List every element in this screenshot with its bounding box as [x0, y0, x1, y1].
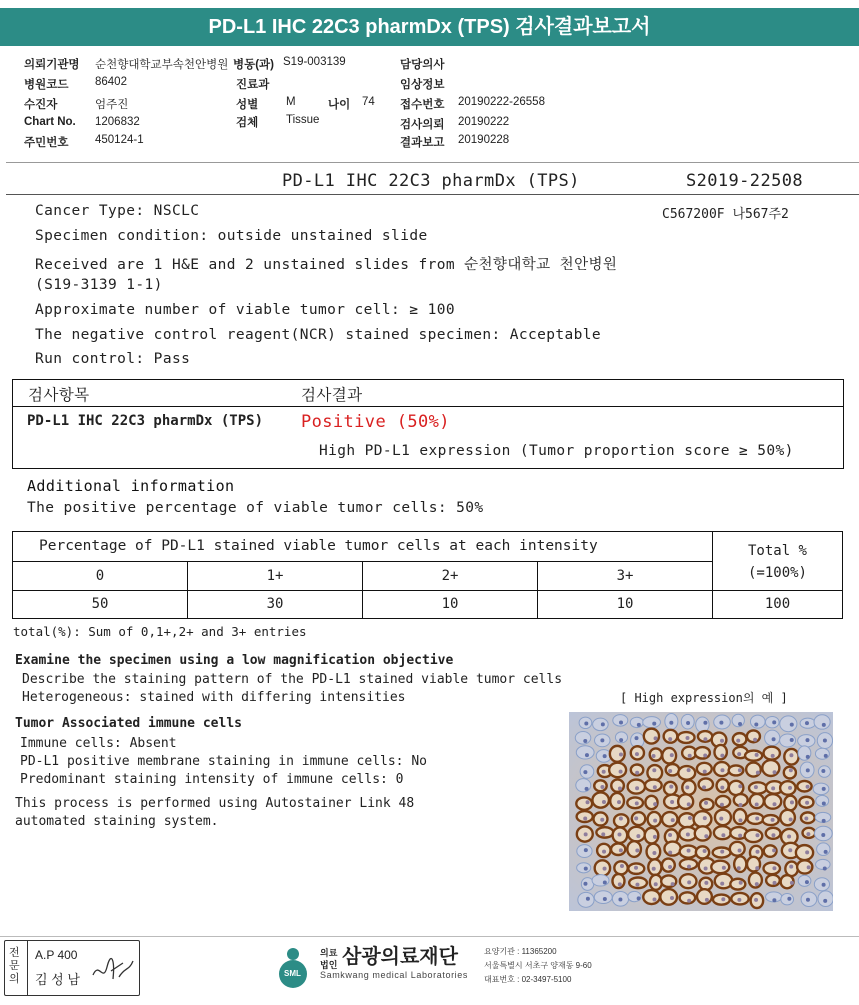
immune-line: Predominant staining intensity of immune cells: 0 — [20, 772, 404, 787]
receipt-value: 20190222-26558 — [458, 96, 545, 108]
report-date-value: 20190228 — [458, 134, 510, 146]
intensity-value: 10 — [537, 590, 713, 619]
patient-value: 엄주진 — [95, 99, 129, 111]
report-line: Run control: Pass — [35, 351, 191, 367]
contact-line: 대표번호 : 02-3497-5100 — [484, 975, 572, 984]
examine-line: Describe the staining pattern of the PD-L1 stained viable tumor cells — [22, 672, 563, 687]
org-english-name: Samkwang medical Laboratories — [320, 970, 468, 980]
total-header-line: Total % — [747, 543, 807, 559]
examine-heading: Examine the specimen using a low magnification objective — [15, 653, 454, 668]
sex-label: 성별 — [236, 99, 259, 111]
id-value: 450124-1 — [95, 134, 144, 146]
report-line: Approximate number of viable tumor cell: ≥ 100 — [35, 302, 455, 318]
org-name: 삼광의료재단 — [342, 944, 458, 968]
report-line: Received are 1 H&E and 2 unstained slides from 순천향대학교 천안병원 — [35, 257, 618, 273]
footer-divider — [0, 936, 859, 937]
age-value: 74 — [362, 96, 375, 108]
hospital-code-label: 병원코드 — [24, 79, 69, 91]
report-title: PD-L1 IHC 22C3 pharmDx (TPS) 검사결과보고서 — [0, 8, 859, 46]
hospital-code-value: 86402 — [95, 76, 127, 88]
patient-label: 수진자 — [24, 99, 58, 111]
immune-heading: Tumor Associated immune cells — [15, 716, 242, 731]
logo-prefix: 법인 — [320, 960, 338, 970]
additional-heading: Additional information — [27, 477, 235, 495]
chart-value: 1206832 — [95, 116, 140, 128]
intensity-col-header: 3+ — [537, 561, 713, 591]
result-item: PD-L1 IHC 22C3 pharmDx (TPS) — [27, 413, 264, 429]
result-table — [12, 379, 844, 469]
examine-line: Heterogeneous: stained with differing intensities — [22, 690, 406, 705]
total-header-line: (=100%) — [747, 565, 807, 581]
sml-logo-icon — [271, 942, 319, 990]
signature-ap: A.P 400 — [35, 948, 78, 962]
logo-prefix: 의료 — [320, 948, 338, 958]
intensity-value: 10 — [362, 590, 538, 619]
signature-name: 김 성 남 — [35, 972, 80, 987]
handwritten-signature-icon — [89, 953, 137, 987]
logo-abbrev: SML — [284, 969, 301, 978]
signature-role: 전문의 — [9, 947, 20, 985]
institution-label: 의뢰기관명 — [24, 59, 80, 71]
receipt-label: 접수번호 — [400, 99, 445, 111]
request-label: 검사의뢰 — [400, 119, 445, 131]
report-code: C567200F 나567주2 — [662, 207, 789, 222]
ward-label: 병동(과) — [233, 59, 274, 71]
result-col-item-header: 검사항목 — [28, 386, 90, 404]
chart-label: Chart No. — [24, 116, 76, 128]
report-line: The negative control reagent(NCR) stained specimen: Acceptable — [35, 327, 602, 343]
sex-value: M — [286, 96, 296, 108]
request-value: 20190222 — [458, 116, 510, 128]
result-table-divider — [13, 406, 843, 407]
intensity-value: 30 — [187, 590, 363, 619]
id-label: 주민번호 — [24, 137, 69, 149]
clinical-label: 임상정보 — [400, 79, 445, 91]
immune-line: Immune cells: Absent — [20, 736, 177, 751]
immune-line: PD-L1 positive membrane staining in immune cells: No — [20, 754, 427, 769]
process-line: automated staining system. — [15, 814, 219, 829]
test-title: PD-L1 IHC 22C3 pharmDx (TPS) — [282, 171, 580, 191]
institution-value: 순천향대학교부속천안병원 — [95, 59, 229, 71]
report-number: S2019-22508 — [686, 171, 803, 191]
intensity-total-value: 100 — [712, 590, 843, 619]
process-line: This process is performed using Autostainer Link 48 — [15, 796, 415, 811]
report-line: Specimen condition: outside unstained slide — [35, 228, 428, 244]
ward-value: S19-003139 — [283, 56, 346, 68]
age-label: 나이 — [328, 99, 351, 111]
specimen-label: 검체 — [236, 117, 259, 129]
report-line: (S19-3139 1-1) — [35, 277, 163, 293]
intensity-header: Percentage of PD-L1 stained viable tumor cells at each intensity — [12, 531, 713, 562]
report-date-label: 결과보고 — [400, 137, 445, 149]
ihc-sample-image — [569, 712, 833, 911]
additional-text: The positive percentage of viable tumor cells: 50% — [27, 500, 484, 516]
header-divider — [6, 162, 859, 163]
result-col-result-header: 검사결과 — [301, 386, 363, 404]
result-interpretation: High PD-L1 expression (Tumor proportion score ≥ 50%) — [319, 443, 794, 459]
specimen-value: Tissue — [286, 114, 320, 126]
result-value: Positive (50%) — [301, 412, 450, 432]
signature-box — [4, 940, 140, 996]
intensity-note: total(%): Sum of 0,1+,2+ and 3+ entries — [13, 624, 307, 639]
report-line: Cancer Type: NSCLC — [35, 203, 200, 219]
intensity-value: 50 — [12, 590, 188, 619]
intensity-col-header: 0 — [12, 561, 188, 591]
image-caption: [ High expression의 예 ] — [620, 691, 788, 705]
dept-label: 진료과 — [236, 79, 270, 91]
intensity-col-header: 2+ — [362, 561, 538, 591]
report-heading-divider — [6, 194, 859, 195]
doctor-label: 담당의사 — [400, 59, 445, 71]
intensity-col-header: 1+ — [187, 561, 363, 591]
contact-line: 요양기관 : 11365200 — [484, 947, 557, 956]
contact-line: 서울특별시 서초구 양재동 9-60 — [484, 961, 592, 970]
signature-box-divider — [27, 941, 28, 995]
